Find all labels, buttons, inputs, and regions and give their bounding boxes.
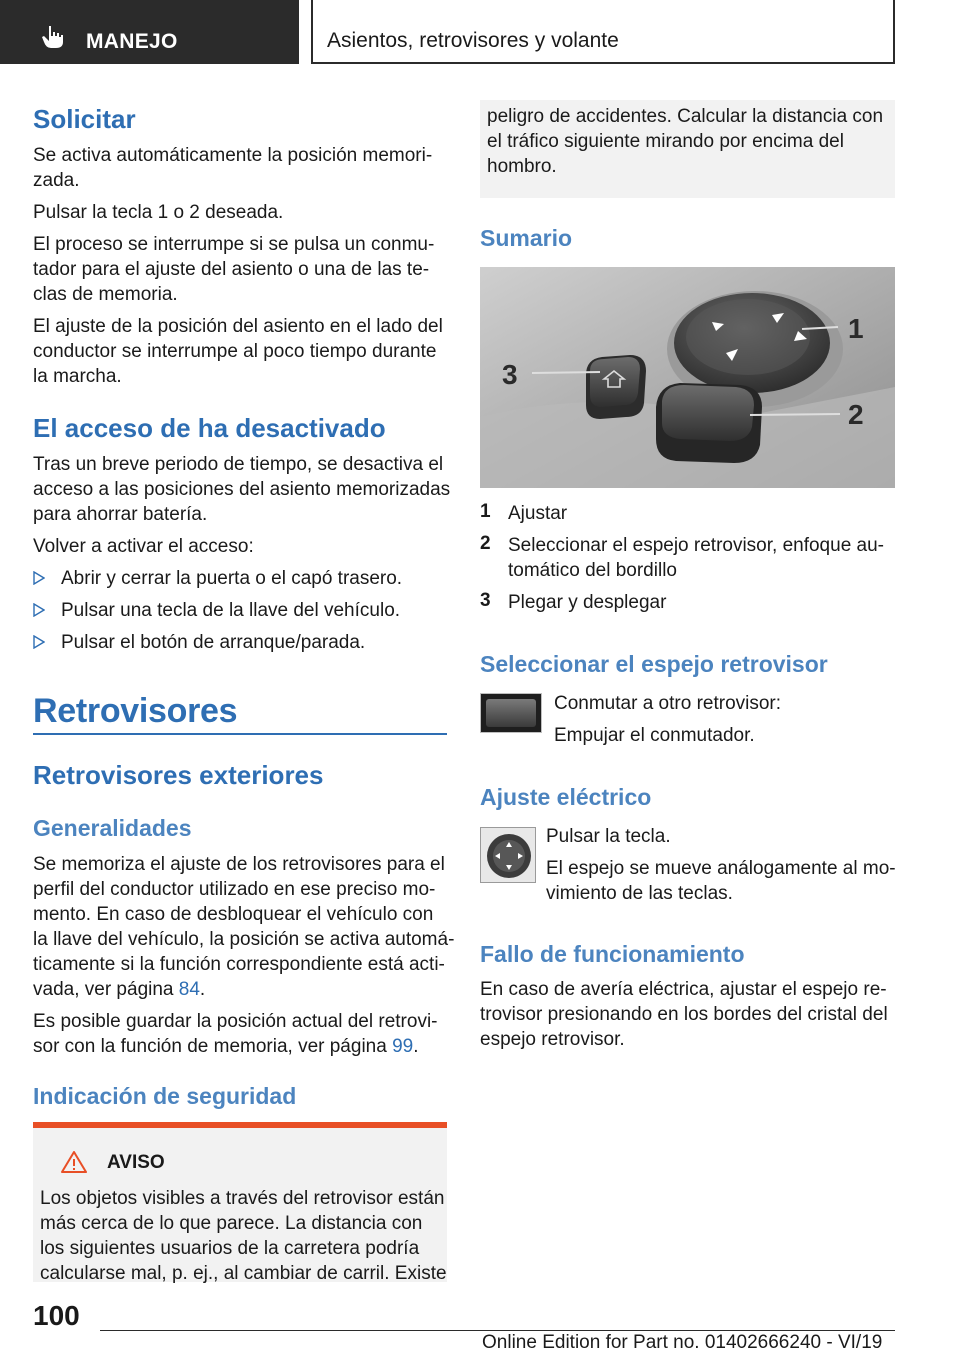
figure-callout-1: 1 (848, 313, 864, 344)
mirror-controls-figure (480, 267, 895, 488)
paragraph: vada, ver página 84. (33, 979, 206, 1000)
heading-acceso: El acceso de ha desactivado (33, 413, 386, 443)
paragraph: El ajuste de la posición del asiento en el lado del (33, 316, 443, 337)
chapter-label: MANEJO (86, 30, 178, 53)
heading-ajuste: Ajuste eléctrico (480, 784, 652, 810)
paragraph: Se activa automáticamente la posición memori- (33, 145, 433, 166)
paragraph: En caso de avería eléctrica, ajustar el espejo re- (480, 979, 887, 1000)
paragraph: El espejo se mueve análogamente al mo- (546, 858, 896, 879)
paragraph: Se memoriza el ajuste de los retrovisores para el (33, 854, 445, 875)
warning-text: los siguientes usuarios de la carretera podría (40, 1238, 420, 1259)
paragraph: Pulsar la tecla 1 o 2 deseada. (33, 202, 284, 223)
paragraph: Pulsar la tecla. (546, 826, 671, 847)
heading-seguridad: Indicación de seguridad (33, 1083, 297, 1109)
warning-text: calcularse mal, p. ej., al cambiar de carril. Existe (40, 1263, 447, 1284)
paragraph: acceso a las posiciones del asiento memorizadas (33, 479, 451, 500)
paragraph: Tras un breve periodo de tiempo, se desactiva el (33, 454, 444, 475)
paragraph: conductor se interrumpe al poco tiempo durante (33, 341, 437, 362)
section-tab (311, 0, 895, 64)
paragraph: El proceso se interrumpe si se pulsa un conmu- (33, 234, 435, 255)
paragraph: la marcha. (33, 366, 122, 387)
paragraph: Es posible guardar la posición actual del retrovi- (33, 1011, 438, 1032)
direction-pad-icon (481, 828, 537, 884)
warning-label: AVISO (107, 1152, 165, 1173)
paragraph: la llave del vehículo, la posición se activa automá- (33, 929, 455, 950)
warning-text: peligro de accidentes. Calcular la distancia con (487, 106, 884, 127)
paragraph: tador para el ajuste del asiento o una de las te- (33, 259, 430, 280)
legend-text: Ajustar (508, 503, 568, 524)
edition-info: Online Edition for Part no. 01402666240 - VI/19 (482, 1332, 883, 1353)
footer-divider (100, 1330, 895, 1331)
legend-text: tomático del bordillo (508, 560, 677, 581)
heading-fallo: Fallo de funcionamiento (480, 941, 745, 967)
heading-exteriores: Retrovisores exteriores (33, 760, 324, 790)
warning-text: Los objetos visibles a través del retrovisor están (40, 1188, 445, 1209)
warning-notice-continued (480, 100, 895, 198)
paragraph: Conmutar a otro retrovisor: (554, 693, 782, 714)
heading-generalidades: Generalidades (33, 815, 192, 841)
warning-triangle-icon (61, 1150, 87, 1174)
mirror-control-panel-illustration (480, 267, 895, 488)
legend-number: 1 (480, 501, 491, 522)
heading-sumario: Sumario (480, 225, 573, 251)
section-divider (33, 733, 447, 735)
page-header (0, 0, 960, 66)
hand-icon (40, 24, 66, 50)
mirror-adjust-button-icon (480, 827, 536, 883)
paragraph: sor con la función de memoria, ver página 99. (33, 1036, 419, 1057)
paragraph: Volver a activar el acceso: (33, 536, 254, 557)
legend-number: 2 (480, 533, 491, 554)
paragraph: trovisor presionando en los bordes del cristal del (480, 1004, 888, 1025)
paragraph: vimiento de las teclas. (546, 883, 733, 904)
paragraph: ticamente si la función correspondiente está acti- (33, 954, 445, 975)
legend-number: 3 (480, 590, 491, 611)
triangle-bullet-icon (33, 635, 45, 649)
heading-seleccionar: Seleccionar el espejo retrovisor (480, 651, 828, 677)
paragraph: zada. (33, 170, 80, 191)
page-link-84[interactable]: 84 (178, 979, 200, 1000)
paragraph: espejo retrovisor. (480, 1029, 625, 1050)
page-number: 100 (33, 1300, 80, 1331)
triangle-bullet-icon (33, 571, 45, 585)
paragraph: mento. En caso de desbloquear el vehículo con (33, 904, 434, 925)
paragraph: para ahorrar batería. (33, 504, 208, 525)
warning-text: hombro. (487, 156, 557, 177)
warning-text: más cerca de lo que parece. La distancia con (40, 1213, 423, 1234)
page-link-99[interactable]: 99 (392, 1036, 414, 1057)
heading-solicitar: Solicitar (33, 104, 136, 134)
warning-text: el tráfico siguiente mirando por encima del (487, 131, 844, 152)
figure-callout-2: 2 (848, 399, 864, 430)
paragraph: clas de memoria. (33, 284, 178, 305)
legend-text: Seleccionar el espejo retrovisor, enfoque au- (508, 535, 885, 556)
legend-text: Plegar y desplegar (508, 592, 667, 613)
heading-retrovisores: Retrovisores (33, 692, 238, 730)
paragraph: perfil del conductor utilizado en ese preciso mo- (33, 879, 436, 900)
figure-callout-3: 3 (502, 359, 518, 390)
mirror-select-switch-icon (480, 693, 542, 733)
section-label: Asientos, retrovisores y volante (327, 29, 619, 52)
warning-notice (33, 1122, 447, 1282)
chapter-tab (0, 0, 299, 64)
paragraph: Empujar el conmutador. (554, 725, 755, 746)
triangle-bullet-icon (33, 603, 45, 617)
